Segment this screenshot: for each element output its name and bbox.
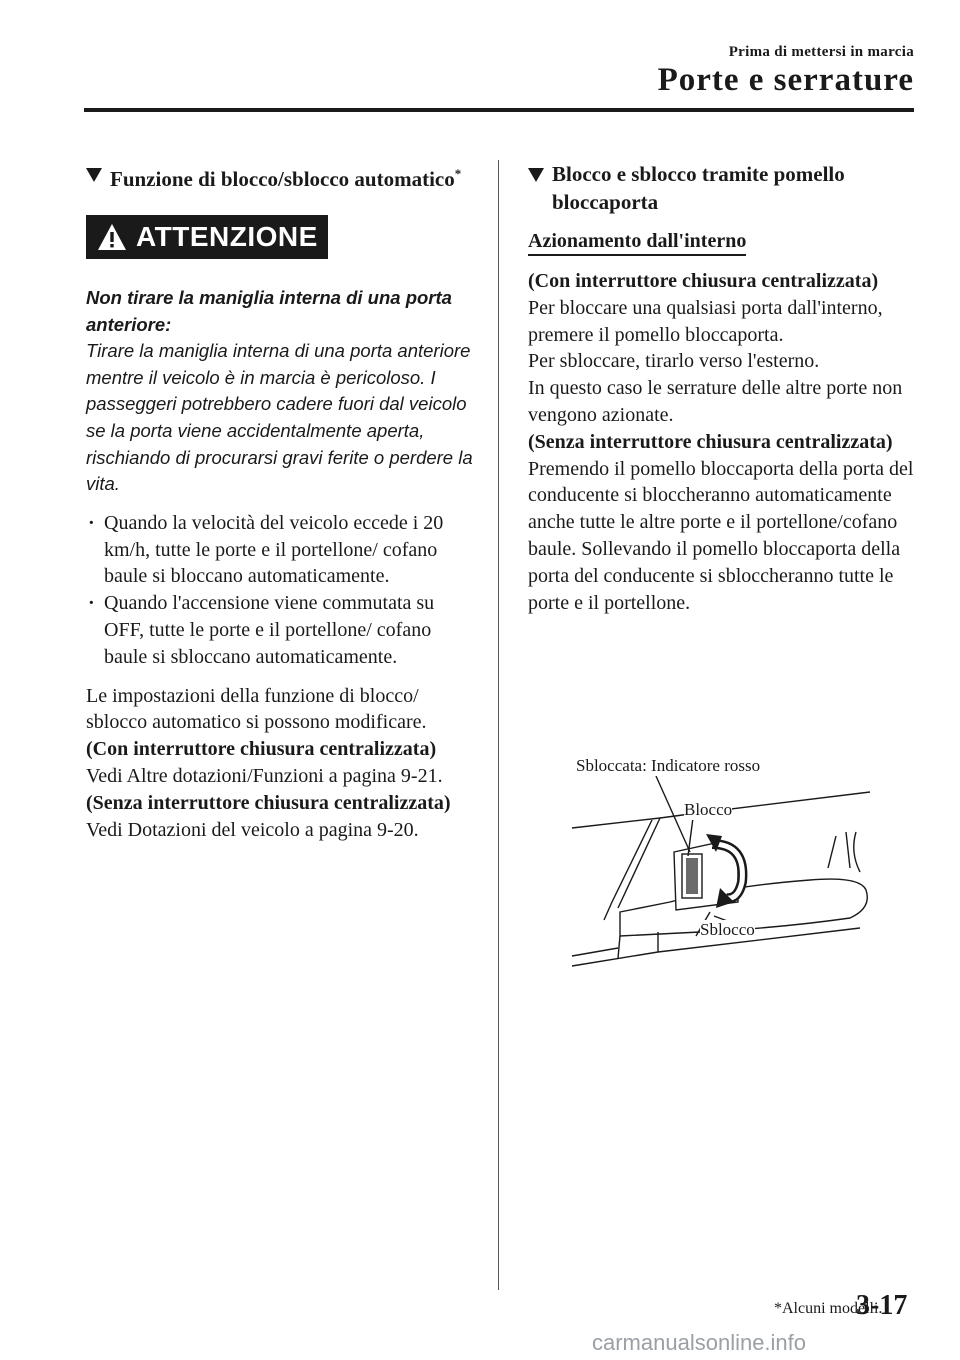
label-lock: Blocco xyxy=(684,800,733,819)
warning-heading: Non tirare la maniglia interna di una porta anteriore: xyxy=(86,287,452,335)
right-column xyxy=(528,160,920,616)
page-number: 3-17 xyxy=(856,1290,908,1321)
without-switch-text: Premendo il pomello bloccaporta della porta del conducente si bloccheranno automaticamente anche tutte le altre porte e il portellone/cofano baule. Sollevando il pomello bloccaporta della porta del conducente si sbloccheranno tutte le porte e il portellone. xyxy=(528,457,914,614)
page-title: Porte e serrature xyxy=(657,62,914,98)
footnote: *Alcuni modelli. xyxy=(774,1300,883,1317)
with-switch-heading: (Con interruttore chiusura centralizzata) xyxy=(86,738,437,761)
header-section: Prima di mettersi in marcia xyxy=(728,44,914,60)
watermark: carmanualsonline.info xyxy=(592,1330,807,1355)
with-switch-text: Per bloccare una qualsiasi porta dall'interno, premere il pomello bloccaporta. xyxy=(528,296,883,346)
section-title-text: Funzione di blocco/sblocco automatico xyxy=(110,167,455,191)
warning-body: Tirare la maniglia interna di una porta anteriore mentre il veicolo è in marcia è pericoloso. I passeggeri potrebbero cadere fuori dal veicolo se la porta viene accidentalmente aperta, rischiando di procurarsi gravi ferite o perdere la vita. xyxy=(86,340,473,495)
column-divider xyxy=(498,160,499,1290)
triangle-marker-icon xyxy=(86,168,102,182)
warning-triangle-icon xyxy=(96,222,128,252)
without-switch-heading: (Senza interruttore chiusura centralizzata) xyxy=(86,791,451,814)
without-switch-heading: (Senza interruttore chiusura centralizzata) xyxy=(528,430,893,453)
header-rule xyxy=(84,108,914,112)
section-title-text: Blocco e sblocco tramite pomello bloccaporta xyxy=(552,162,845,214)
door-lock-illustration xyxy=(560,752,890,982)
with-switch-text-3: In questo caso le serrature delle altre porte non vengono azionate. xyxy=(528,377,903,426)
with-switch-reference: Vedi Altre dotazioni/Funzioni a pagina 9-21. xyxy=(86,764,443,787)
settings-paragraph: Le impostazioni della funzione di blocco/ sblocco automatico si possono modificare. xyxy=(86,684,427,734)
without-switch-reference: Vedi Dotazioni del veicolo a pagina 9-20. xyxy=(86,818,419,841)
door-lock-knob-figure xyxy=(560,752,890,982)
label-unlocked-indicator: Sbloccata: Indicatore rosso xyxy=(576,756,761,775)
triangle-marker-icon xyxy=(528,168,544,182)
section-title-auto-lock xyxy=(86,160,478,193)
list-item: · Quando l'accensione viene commutata su OFF, tutte le porte e il portellone/ cofano baule si sbloccano automaticamente. xyxy=(86,590,478,670)
warning-badge xyxy=(86,215,328,259)
with-switch-text-2: Per sbloccare, tirarlo verso l'esterno. xyxy=(528,350,820,373)
with-switch-heading: (Con interruttore chiusura centralizzata) xyxy=(528,270,879,292)
list-item: · Quando la velocità del veicolo eccede i 20 km/h, tutte le porte e il portellone/ cofano baule si bloccano automaticamente. xyxy=(86,510,478,590)
section-title-lock-knob xyxy=(528,160,920,216)
left-column xyxy=(86,160,478,843)
subsection-title: Azionamento dall'interno xyxy=(528,228,746,256)
warning-label: ATTENZIONE xyxy=(136,221,318,252)
bullet-list xyxy=(86,510,478,671)
label-unlock: Sblocco xyxy=(700,920,755,939)
footnote-mark: * xyxy=(454,166,462,181)
